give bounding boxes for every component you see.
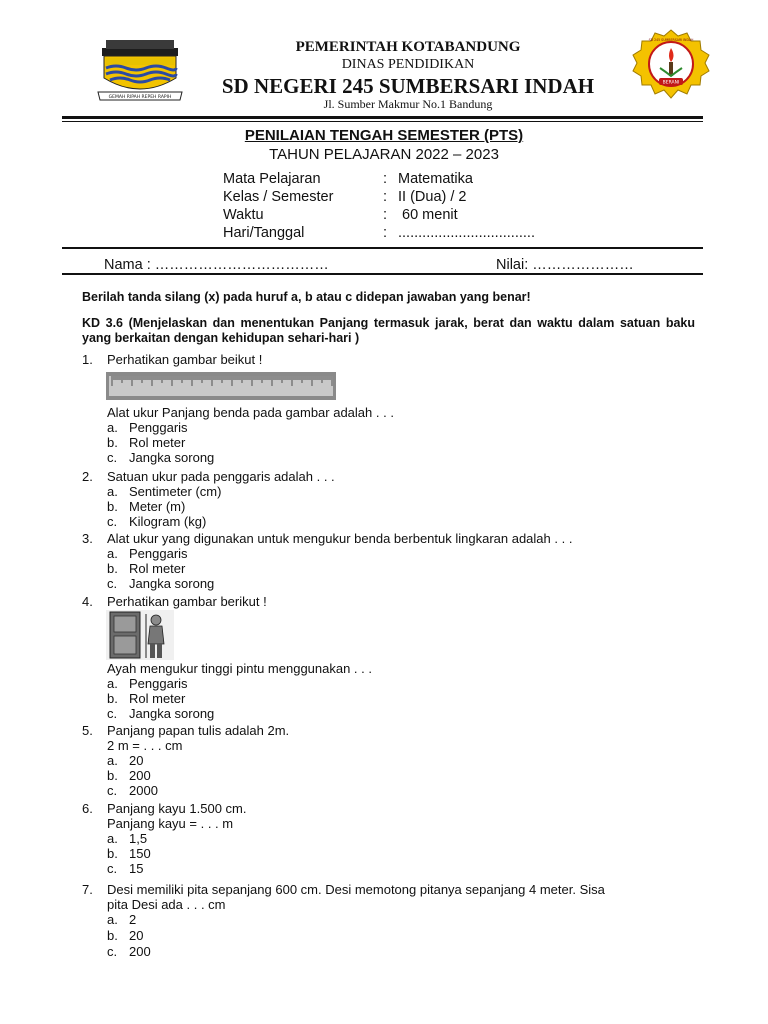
option-text: 2000: [129, 783, 158, 798]
option-text: 20: [129, 928, 144, 943]
option-text: Rol meter: [129, 435, 186, 450]
option-letter: c.: [107, 944, 118, 959]
question-text: 2 m = . . . cm: [107, 738, 183, 753]
option-letter: b.: [107, 846, 118, 861]
info-label: Mata Pelajaran: [223, 171, 321, 187]
option-text: 2: [129, 912, 137, 927]
option-letter: a.: [107, 912, 118, 927]
option-text: Sentimeter (cm): [129, 484, 222, 499]
option-text: Rol meter: [129, 691, 186, 706]
ruler-image: [106, 372, 336, 400]
option-text: Jangka sorong: [129, 706, 215, 721]
question-number: 1.: [82, 352, 93, 367]
option-letter: b.: [107, 561, 118, 576]
emblem-motto: BERANI: [662, 80, 680, 86]
exam-title: PENILAIAN TENGAH SEMESTER (PTS): [244, 127, 524, 144]
question-text: pita Desi ada . . . cm: [107, 897, 226, 912]
question-text: Desi memiliki pita sepanjang 600 cm. Desi memotong pitanya sepanjang 4 meter. Sisa: [107, 882, 605, 897]
header-divider-thin: [62, 121, 703, 122]
option-text: Rol meter: [129, 561, 186, 576]
option-text: Meter (m): [129, 499, 186, 514]
score-field: Nilai: …………………: [496, 257, 634, 273]
option-text: Kilogram (kg): [129, 514, 207, 529]
instruction-text: Berilah tanda silang (x) pada huruf a, b atau c didepan jawaban yang benar!: [82, 290, 531, 304]
option-letter: a.: [107, 676, 118, 691]
option-letter: c.: [107, 706, 118, 721]
student-name-field: Nama : ………………………………: [104, 257, 329, 273]
option-text: 150: [129, 846, 151, 861]
question-number: 2.: [82, 469, 93, 484]
info-value: II (Dua) / 2: [398, 189, 467, 205]
option-letter: c.: [107, 861, 118, 876]
option-text: 20: [129, 753, 144, 768]
school-emblem-logo: [630, 28, 712, 102]
option-letter: c.: [107, 783, 118, 798]
option-text: 200: [129, 944, 151, 959]
info-label: Waktu: [223, 207, 264, 223]
option-letter: a.: [107, 753, 118, 768]
info-separator: :: [383, 189, 388, 205]
option-text: 15: [129, 861, 144, 876]
option-letter: b.: [107, 499, 118, 514]
government-title: PEMERINTAH KOTABANDUNG: [295, 39, 521, 55]
info-divider-top: [62, 247, 703, 249]
question-text: Alat ukur Panjang benda pada gambar adalah . . .: [107, 405, 394, 420]
info-label: Hari/Tanggal: [223, 225, 305, 241]
option-letter: b.: [107, 435, 118, 450]
option-text: Penggaris: [129, 546, 188, 561]
option-letter: b.: [107, 691, 118, 706]
question-text: Perhatikan gambar berikut !: [107, 594, 267, 609]
school-address: Jl. Sumber Makmur No.1 Bandung: [323, 97, 493, 111]
question-text: Alat ukur yang digunakan untuk mengukur benda berbentuk lingkaran adalah . . .: [107, 531, 573, 546]
school-name: SD NEGERI 245 SUMBERSARI INDAH: [221, 74, 595, 98]
option-text: Jangka sorong: [129, 576, 215, 591]
info-value: Matematika: [398, 171, 473, 187]
info-value: ..................................: [398, 225, 535, 241]
academic-year: TAHUN PELAJARAN 2022 – 2023: [269, 146, 499, 163]
option-text: Jangka sorong: [129, 450, 215, 465]
question-text: Ayah mengukur tinggi pintu menggunakan . . .: [107, 661, 372, 676]
option-letter: a.: [107, 484, 118, 499]
question-text: Panjang kayu 1.500 cm.: [107, 801, 247, 816]
question-text: Panjang kayu = . . . m: [107, 816, 234, 831]
question-number: 7.: [82, 882, 93, 897]
question-number: 4.: [82, 594, 93, 609]
question-text: Perhatikan gambar beikut !: [107, 352, 263, 367]
option-text: Penggaris: [129, 676, 188, 691]
info-separator: :: [383, 225, 388, 241]
info-label: Kelas / Semester: [223, 189, 334, 205]
option-letter: a.: [107, 420, 118, 435]
option-text: Penggaris: [129, 420, 188, 435]
info-divider-bottom: [62, 273, 703, 275]
question-number: 6.: [82, 801, 93, 816]
option-letter: c.: [107, 514, 118, 529]
option-letter: b.: [107, 928, 118, 943]
option-letter: b.: [107, 768, 118, 783]
option-letter: a.: [107, 831, 118, 846]
crest-motto: GEMAH RIPAH REPEH RAPIH: [108, 95, 172, 100]
option-letter: c.: [107, 576, 118, 591]
option-letter: c.: [107, 450, 118, 465]
competency-text: KD 3.6 (Menjelaskan dan menentukan Panjang termasuk jarak, berat dan waktu dalam satuan baku yang berkaitan dengan kehidupan sehari-hari ): [82, 316, 695, 345]
question-text: Satuan ukur pada penggaris adalah . . .: [107, 469, 335, 484]
info-separator: :: [383, 171, 388, 187]
info-value: 60 menit: [398, 207, 458, 223]
option-text: 1,5: [129, 831, 148, 846]
option-letter: a.: [107, 546, 118, 561]
option-text: 200: [129, 768, 151, 783]
door-measuring-image: [106, 610, 174, 660]
question-text: Panjang papan tulis adalah 2m.: [107, 723, 290, 738]
question-number: 3.: [82, 531, 93, 546]
info-separator: :: [383, 207, 388, 223]
department-title: DINAS PENDIDIKAN: [341, 57, 475, 72]
emblem-ring-text: SD 245 SUMBERSARI INDAH: [648, 38, 694, 42]
city-crest-logo: [96, 34, 184, 106]
question-number: 5.: [82, 723, 93, 738]
header-divider-thick: [62, 116, 703, 119]
